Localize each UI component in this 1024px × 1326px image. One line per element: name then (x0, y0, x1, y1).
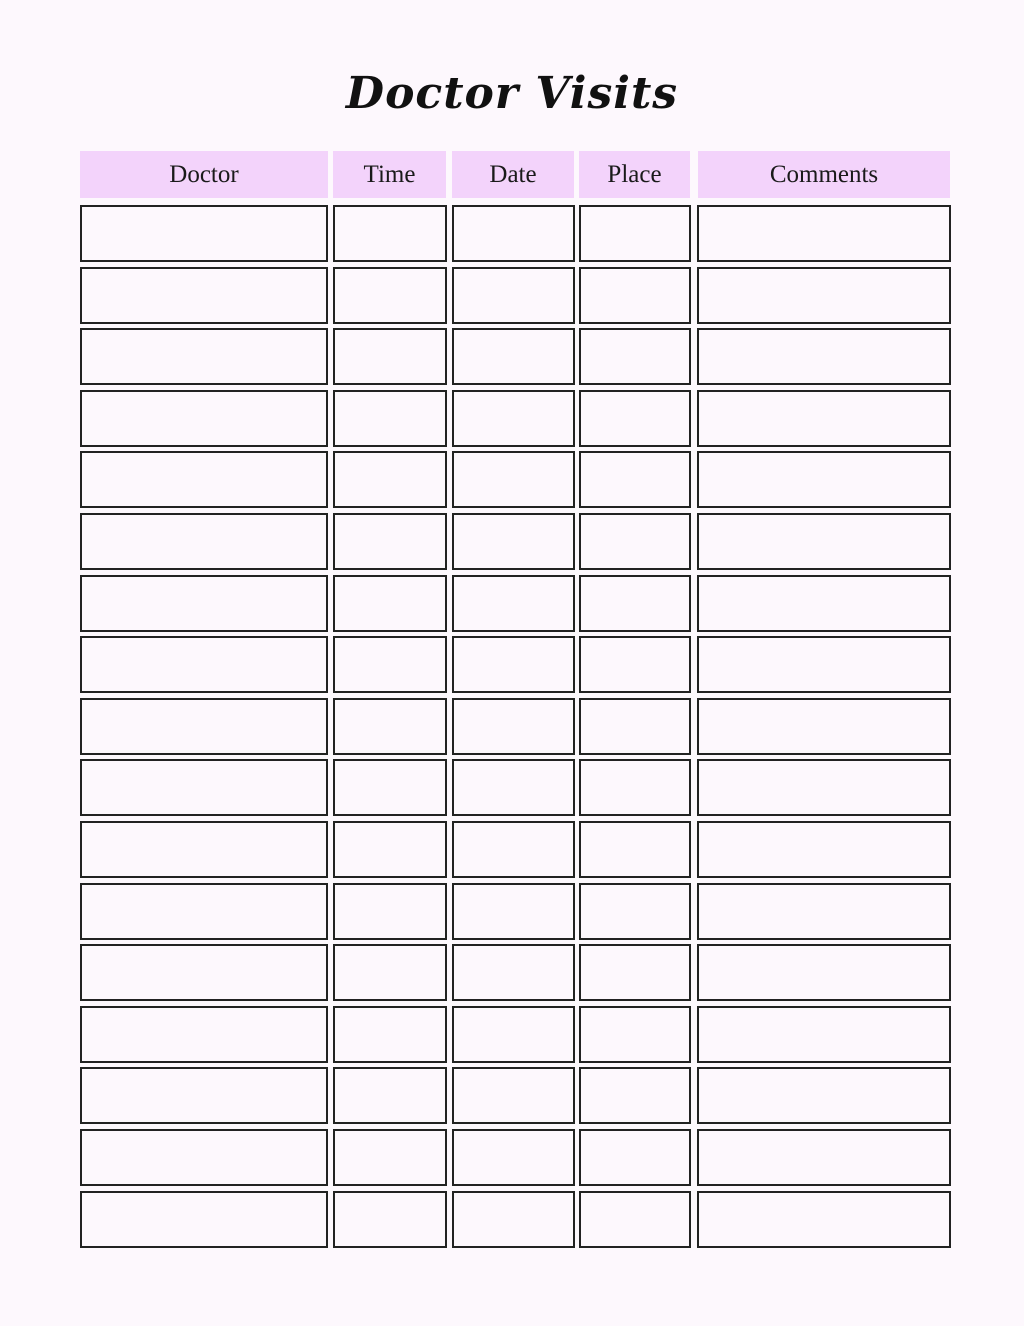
cell-comments[interactable] (697, 575, 951, 632)
cell-date[interactable] (452, 1006, 575, 1063)
cell-date[interactable] (452, 575, 575, 632)
cell-date[interactable] (452, 636, 575, 693)
cell-place[interactable] (579, 698, 691, 755)
cell-comments[interactable] (697, 328, 951, 385)
cell-doctor[interactable] (80, 390, 328, 447)
cell-doctor[interactable] (80, 636, 328, 693)
cell-date[interactable] (452, 1067, 575, 1124)
cell-date[interactable] (452, 944, 575, 1001)
cell-date[interactable] (452, 390, 575, 447)
cell-place[interactable] (579, 267, 691, 324)
cell-time[interactable] (333, 390, 447, 447)
cell-date[interactable] (452, 328, 575, 385)
cell-time[interactable] (333, 1006, 447, 1063)
cell-time[interactable] (333, 821, 447, 878)
cell-doctor[interactable] (80, 944, 328, 1001)
cell-place[interactable] (579, 451, 691, 508)
cell-time[interactable] (333, 205, 447, 262)
cell-doctor[interactable] (80, 513, 328, 570)
cell-doctor[interactable] (80, 1191, 328, 1248)
column-header-comments: Comments (698, 151, 950, 198)
cell-doctor[interactable] (80, 821, 328, 878)
column-header-date: Date (452, 151, 574, 198)
cell-place[interactable] (579, 1067, 691, 1124)
cell-date[interactable] (452, 883, 575, 940)
cell-comments[interactable] (697, 1067, 951, 1124)
column-header-doctor: Doctor (80, 151, 328, 198)
cell-comments[interactable] (697, 1191, 951, 1248)
cell-date[interactable] (452, 451, 575, 508)
cell-place[interactable] (579, 636, 691, 693)
cell-place[interactable] (579, 1129, 691, 1186)
cell-time[interactable] (333, 883, 447, 940)
cell-date[interactable] (452, 1129, 575, 1186)
cell-comments[interactable] (697, 821, 951, 878)
cell-date[interactable] (452, 205, 575, 262)
cell-date[interactable] (452, 759, 575, 816)
cell-place[interactable] (579, 328, 691, 385)
cell-place[interactable] (579, 575, 691, 632)
cell-place[interactable] (579, 944, 691, 1001)
cell-date[interactable] (452, 513, 575, 570)
page-title: Doctor Visits (345, 68, 679, 119)
cell-comments[interactable] (697, 944, 951, 1001)
cell-comments[interactable] (697, 698, 951, 755)
cell-time[interactable] (333, 1067, 447, 1124)
cell-time[interactable] (333, 328, 447, 385)
column-header-time: Time (333, 151, 446, 198)
cell-time[interactable] (333, 759, 447, 816)
cell-place[interactable] (579, 1191, 691, 1248)
cell-date[interactable] (452, 821, 575, 878)
cell-doctor[interactable] (80, 1129, 328, 1186)
cell-doctor[interactable] (80, 759, 328, 816)
cell-doctor[interactable] (80, 267, 328, 324)
cell-time[interactable] (333, 575, 447, 632)
cell-comments[interactable] (697, 267, 951, 324)
cell-time[interactable] (333, 698, 447, 755)
cell-doctor[interactable] (80, 451, 328, 508)
cell-doctor[interactable] (80, 1006, 328, 1063)
cell-date[interactable] (452, 1191, 575, 1248)
cell-time[interactable] (333, 267, 447, 324)
cell-comments[interactable] (697, 513, 951, 570)
cell-place[interactable] (579, 390, 691, 447)
cell-place[interactable] (579, 513, 691, 570)
cell-comments[interactable] (697, 390, 951, 447)
cell-doctor[interactable] (80, 1067, 328, 1124)
cell-comments[interactable] (697, 636, 951, 693)
cell-comments[interactable] (697, 1129, 951, 1186)
column-header-place: Place (579, 151, 690, 198)
cell-comments[interactable] (697, 451, 951, 508)
cell-comments[interactable] (697, 1006, 951, 1063)
cell-place[interactable] (579, 1006, 691, 1063)
cell-date[interactable] (452, 267, 575, 324)
cell-comments[interactable] (697, 883, 951, 940)
cell-doctor[interactable] (80, 883, 328, 940)
cell-time[interactable] (333, 513, 447, 570)
cell-comments[interactable] (697, 205, 951, 262)
cell-time[interactable] (333, 1129, 447, 1186)
cell-place[interactable] (579, 759, 691, 816)
cell-time[interactable] (333, 451, 447, 508)
cell-date[interactable] (452, 698, 575, 755)
cell-doctor[interactable] (80, 328, 328, 385)
cell-time[interactable] (333, 1191, 447, 1248)
cell-doctor[interactable] (80, 205, 328, 262)
cell-comments[interactable] (697, 759, 951, 816)
cell-place[interactable] (579, 821, 691, 878)
cell-doctor[interactable] (80, 698, 328, 755)
cell-doctor[interactable] (80, 575, 328, 632)
cell-place[interactable] (579, 205, 691, 262)
cell-place[interactable] (579, 883, 691, 940)
cell-time[interactable] (333, 636, 447, 693)
cell-time[interactable] (333, 944, 447, 1001)
